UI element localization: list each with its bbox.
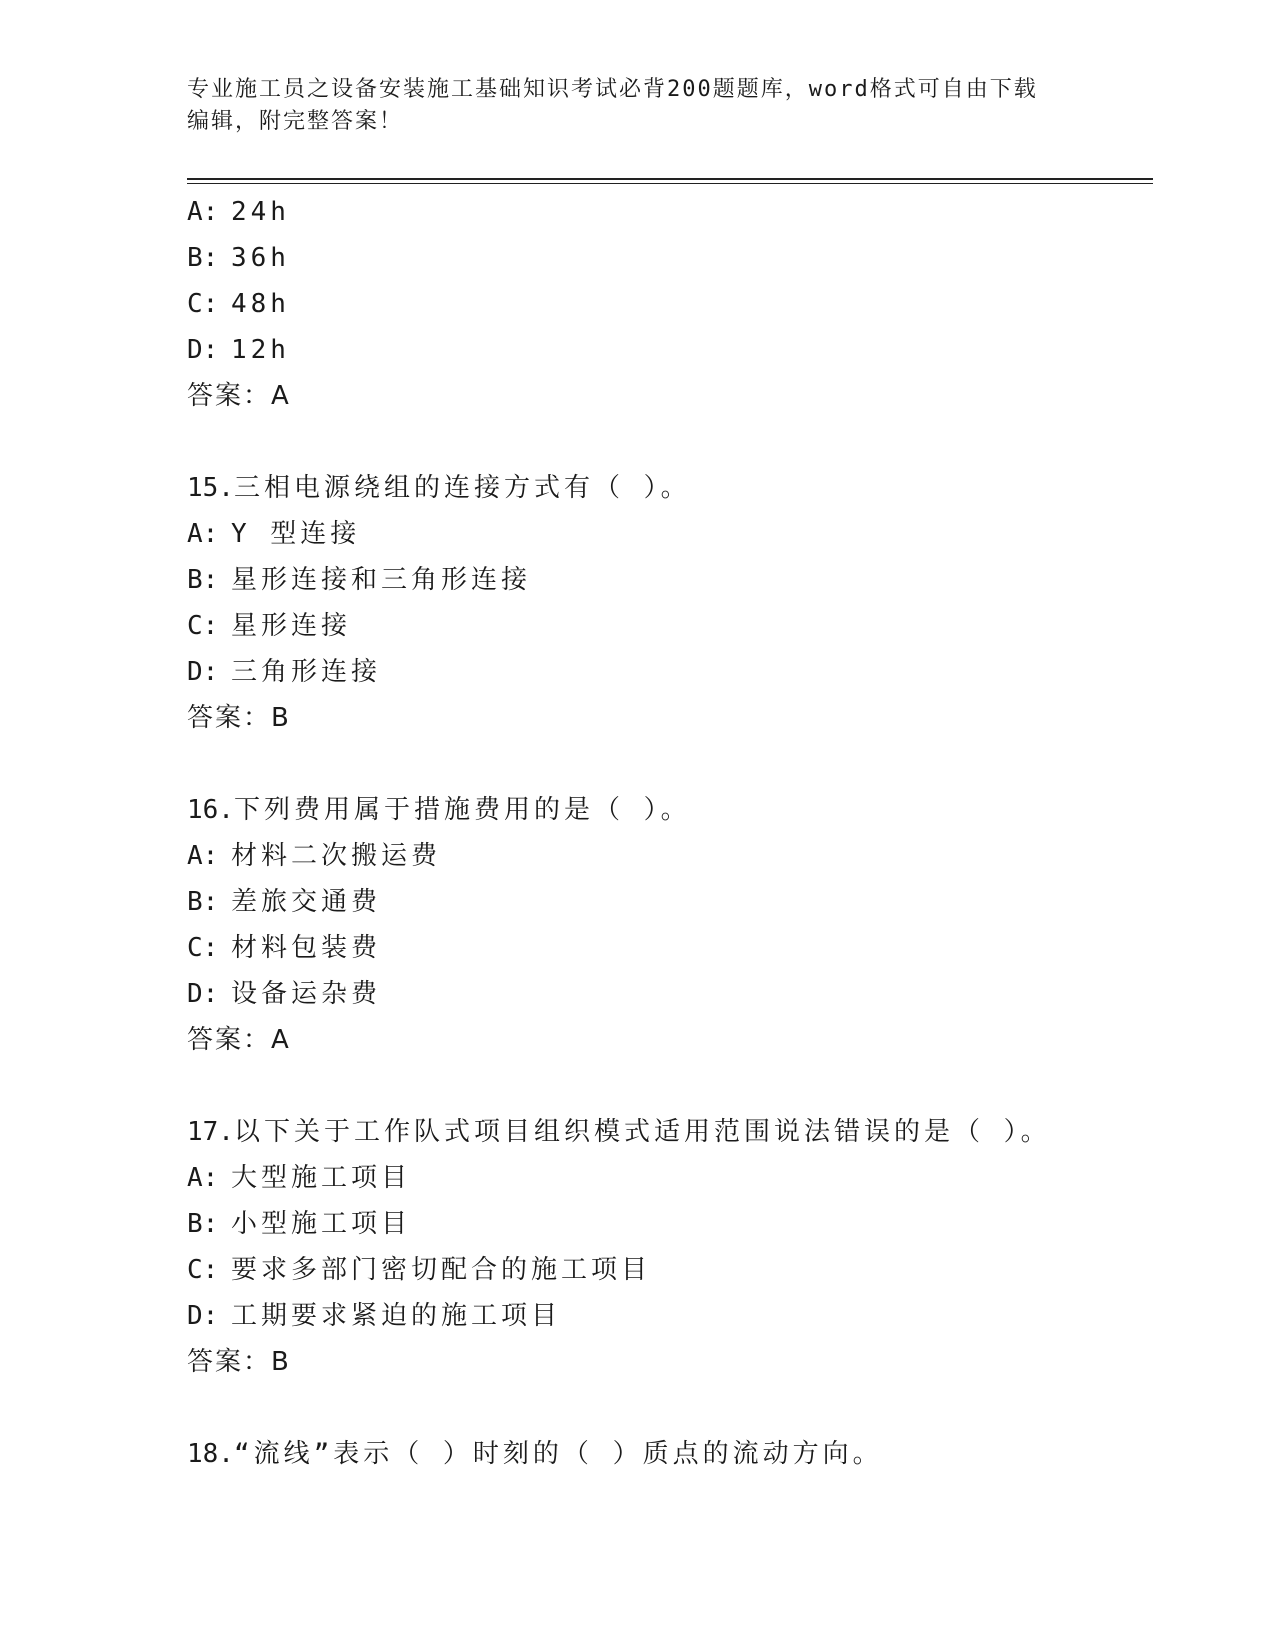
option-letter: C: [187,933,219,963]
question-block-16 [187,787,1147,1063]
option-letter: B: [187,1209,219,1239]
option-text: 星形连接和三角形连接 [231,565,532,595]
question-stem [187,1109,1147,1155]
option-letter: D: [187,979,219,1009]
option-d [187,327,1147,373]
option-letter: A: [187,841,219,871]
option-letter: C: [187,1255,219,1285]
option-letter: A: [187,519,219,549]
option-text: 12h [231,335,290,365]
header-divider-thin [187,183,1153,184]
answer-line: 答案：B [187,1347,291,1377]
option-letter: A: [187,1163,219,1193]
option-letter: C: [187,289,219,319]
option-c [187,925,1147,971]
option-letter: C: [187,611,219,641]
question-number: 15. [187,473,234,503]
question-stem [187,1431,1147,1477]
option-b [187,235,1147,281]
option-text: 24h [231,197,290,227]
option-text: 材料包装费 [231,933,382,963]
document-header [187,74,1087,138]
question-block-17 [187,1109,1147,1385]
question-number: 18. [187,1439,234,1469]
question-block-14 [187,189,1147,419]
question-text: “流线”表示（ ）时刻的（ ）质点的流动方向。 [233,1439,883,1469]
question-number: 17. [187,1117,234,1147]
answer-line: 答案：A [187,1025,291,1055]
option-d [187,971,1147,1017]
option-text: 设备运杂费 [231,979,382,1009]
option-letter: D: [187,1301,219,1331]
option-text: 大型施工项目 [231,1163,412,1193]
option-c [187,281,1147,327]
option-a [187,189,1147,235]
option-letter: D: [187,657,219,687]
option-c [187,603,1147,649]
question-text: 三相电源绕组的连接方式有（ ）。 [233,473,691,503]
header-title-line-2: 编辑，附完整答案！ [187,109,404,134]
option-d [187,649,1147,695]
answer-line: 答案：B [187,703,291,733]
option-text: 小型施工项目 [231,1209,412,1239]
option-text: 要求多部门密切配合的施工项目 [231,1255,652,1285]
option-letter: B: [187,565,219,595]
question-block-15 [187,465,1147,741]
option-a [187,1155,1147,1201]
option-b [187,1201,1147,1247]
option-c [187,1247,1147,1293]
option-b [187,557,1147,603]
option-text: Y 型连接 [231,519,361,549]
question-text: 下列费用属于措施费用的是（ ）。 [233,795,691,825]
header-title-line-1: 专业施工员之设备安装施工基础知识考试必背200题题库，word格式可自由下载 [187,77,1038,102]
option-letter: A: [187,197,219,227]
option-a [187,511,1147,557]
option-d [187,1293,1147,1339]
question-stem [187,465,1147,511]
question-number: 16. [187,795,234,825]
option-text: 星形连接 [231,611,352,641]
option-text: 48h [231,289,290,319]
question-text: 以下关于工作队式项目组织模式适用范围说法错误的是（ ）。 [233,1117,1051,1147]
question-stem [187,787,1147,833]
header-divider-thick [187,178,1153,180]
option-a [187,833,1147,879]
option-text: 材料二次搬运费 [231,841,442,871]
question-list [187,189,1147,1477]
question-block-18 [187,1431,1147,1477]
option-letter: B: [187,887,219,917]
option-b [187,879,1147,925]
option-text: 三角形连接 [231,657,382,687]
option-letter: B: [187,243,219,273]
option-letter: D: [187,335,219,365]
answer-line: 答案：A [187,381,291,411]
option-text: 工期要求紧迫的施工项目 [231,1301,562,1331]
option-text: 36h [231,243,290,273]
option-text: 差旅交通费 [231,887,382,917]
